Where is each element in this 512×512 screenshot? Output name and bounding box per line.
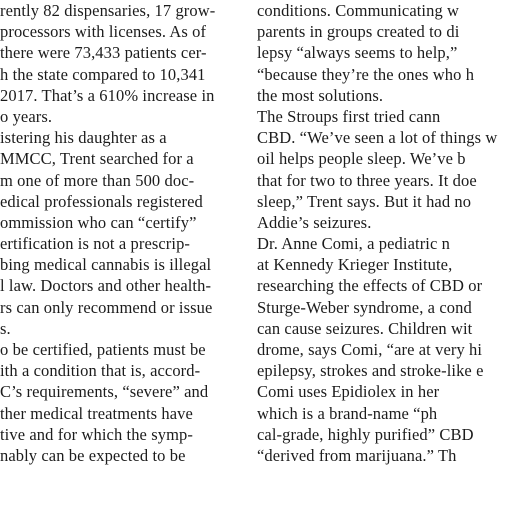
text-line: CBD. “We’ve seen a lot of things w [257,128,498,148]
text-line: “because they’re the ones who h [257,64,475,84]
text-line: 2017. That’s a 610% increase in [0,85,215,105]
text-line: ommission who can “certify” [0,212,197,232]
text-line: epilepsy, strokes and stroke-like e [257,361,484,381]
text-line: Dr. Anne Comi, a pediatric n [257,234,450,254]
text-line: Sturge-Weber syndrome, a cond [257,297,472,317]
text-line: Comi uses Epidiolex in her [257,382,440,402]
text-line: h the state compared to 10,341 [0,64,206,84]
text-line: oil helps people sleep. We’ve b [257,149,466,169]
text-line: rently 82 dispensaries, 17 grow- [0,1,216,20]
text-line: processors with licenses. As of [0,22,207,42]
text-line: The Stroups first tried cann [257,106,441,126]
text-line: drome, says Comi, “are at very hi [257,340,483,359]
text-line: lepsy “always seems to help,” [257,43,458,63]
text-line: ther medical treatments have [0,403,193,423]
text-line: Addie’s seizures. [257,212,372,232]
text-line: ith a condition that is, accord- [0,361,201,381]
text-line: “derived from marijuana.” Th [257,445,457,465]
text-line: researching the effects of CBD or [257,276,483,296]
text-line: parents in groups created to di [257,22,460,42]
text-line: tive and for which the symp- [0,424,193,444]
text-line: ertification is not a prescrip- [0,234,191,254]
text-line: can cause seizures. Children wit [257,318,473,338]
text-line: rs can only recommend or issue [0,297,213,317]
text-line: bing medical cannabis is illegal [0,255,212,275]
text-line: MMCC, Trent searched for a [0,149,194,169]
text-line: that for two to three years. It doe [257,170,477,190]
text-line: o be certified, patients must be [0,340,206,359]
text-line: istering his daughter as a [0,128,167,148]
text-line: l law. Doctors and other health- [0,276,212,296]
text-line: nably can be expected to be [0,445,186,465]
text-line: edical professionals registered [0,191,203,211]
text-line: the most solutions. [257,85,384,105]
right-column [257,0,512,466]
text-line: sleep,” Trent says. But it had no [257,191,472,211]
text-line: m one of more than 500 doc- [0,170,195,190]
text-line: conditions. Communicating w [257,1,460,20]
text-line: o years. [0,106,53,126]
text-line: s. [0,318,11,338]
text-line: which is a brand-name “ph [257,403,438,423]
left-column [0,0,244,466]
text-line: at Kennedy Krieger Institute, [257,255,453,275]
text-line: there were 73,433 patients cer- [0,43,207,63]
text-line: C’s requirements, “severe” and [0,382,209,402]
text-line: cal-grade, highly purified” CBD [257,424,474,444]
